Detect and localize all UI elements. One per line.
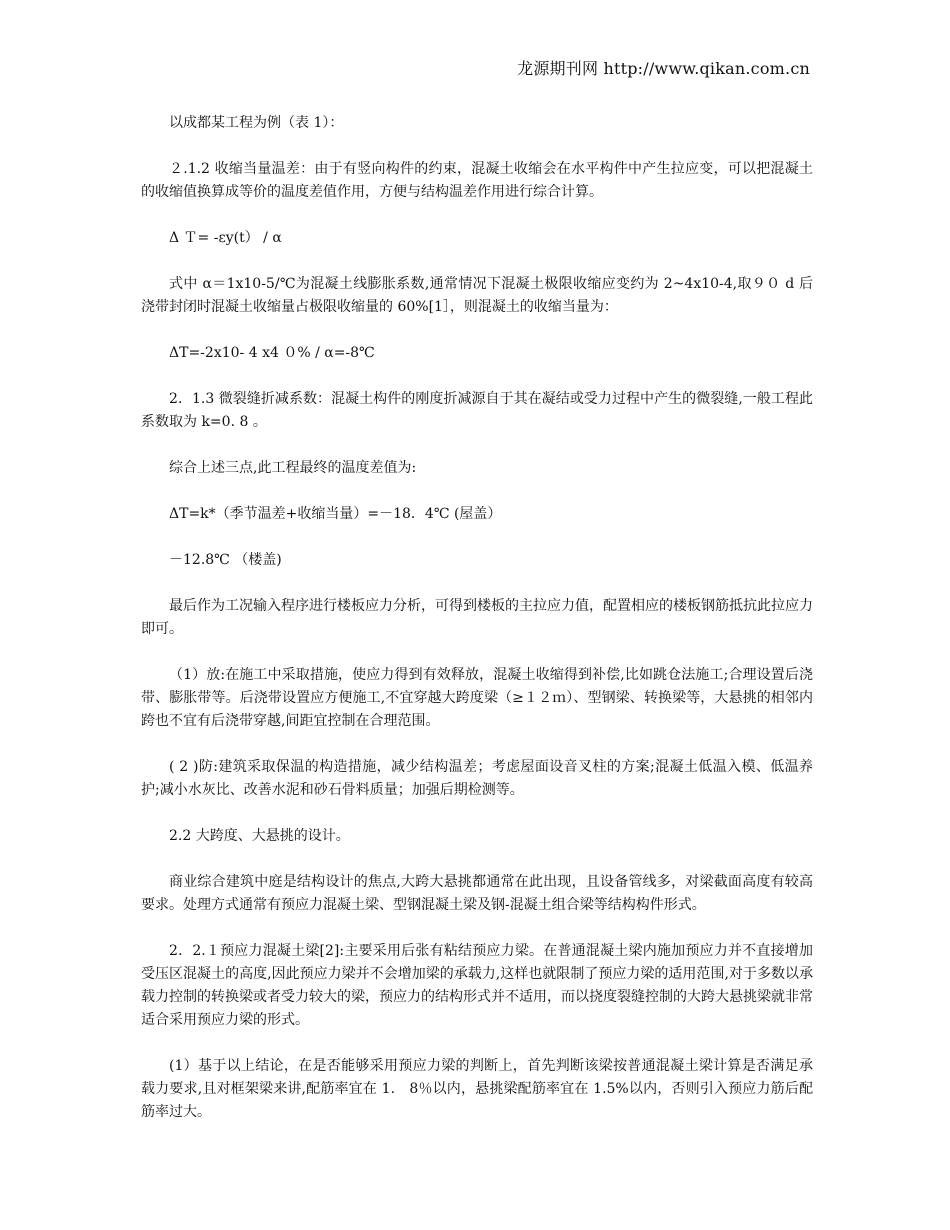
- paragraph-expansion-coefficient: 式中 α＝1x10-5/℃为混凝土线膨胀系数,通常情况下混凝土极限收缩应变约为 2~4x10-4,取９０ d 后浇带封闭时混凝土收缩量占极限收缩量的 60%[1］，则混凝土的收缩当量为：: [141, 276, 813, 315]
- formula-final-roof: ΔT=k*（季节温差+收缩当量）=－18．4℃ (屋盖）: [169, 506, 502, 522]
- paragraph-reinforcement-ratio: (1）基于以上结论，在是否能够采用预应力梁的判断上，首先判断该梁按普通混凝土梁计算是否满足承载力要求,且对框架梁来讲,配筋率宜在 1. 8％以内，悬挑梁配筋率宜在 1.5%以内，否则引入预应力筋后配筋率过大。: [141, 1058, 813, 1120]
- paragraph-shrinkage-temperature: ２.1.2 收缩当量温差：由于有竖向构件的约束，混凝土收缩会在水平构件中产生拉应变，可以把混凝土的收缩值换算成等价的温度差值作用，方便与结构温差作用进行综合计算。: [141, 161, 813, 200]
- paragraph-example-intro: 以成都某工程为例（表 1）：: [169, 115, 344, 131]
- paragraph-stress-analysis: 最后作为工况输入程序进行楼板应力分析，可得到楼板的主拉应力值，配置相应的楼板钢筋抵抗此拉应力即可。: [141, 598, 813, 637]
- paragraph-summary: 综合上述三点,此工程最终的温度差值为:: [169, 460, 417, 476]
- article-body: [141, 112, 813, 1147]
- formula-final-floor: －12.8℃ （楼盖): [169, 552, 282, 568]
- formula-delta-t: Δ Ｔ= -εy(t） / α: [169, 230, 282, 246]
- paragraph-crack-reduction: 2．1.3 微裂缝折减系数：混凝土构件的刚度折减源自于其在凝结或受力过程中产生的微裂缝,一般工程此系数取为 k=0. 8 。: [141, 391, 813, 430]
- paragraph-prestressed-beam: 2．2.１预应力混凝土梁[2]:主要采用后张有粘结预应力梁。在普通混凝土梁内施加预应力并不直接增加受压区混凝土的高度,因此预应力梁并不会增加梁的承载力,这样也就限制了预应力梁的适用范围,对于多数以承载力控制的转换梁或者受力较大的梁，预应力的结构形式并不适用，而以挠度裂缝控制的大跨大悬挑梁就非常适合采用预应力梁的形式。: [141, 943, 813, 1028]
- formula-shrinkage-equivalent: ΔT=-2x10- 4 x4 ０% / α=-8℃: [169, 345, 375, 361]
- paragraph-atrium-design: 商业综合建筑中庭是结构设计的焦点,大跨大悬挑都通常在此出现，且设备管线多，对梁截面高度有较高要求。处理方式通常有预应力混凝土梁、型钢混凝土梁及钢-混凝土组合梁等结构构件形式。: [141, 874, 813, 913]
- paragraph-release-measures: （1）放:在施工中采取措施，使应力得到有效释放，混凝土收缩得到补偿,比如跳仓法施工;合理设置后浇带、膨胀带等。后浇带设置应方便施工,不宜穿越大跨度梁（≥１２ｍ）、型钢梁、转换梁等，大悬挑的相邻内跨也不宜有后浇带穿越,间距宜控制在合理范围。: [141, 667, 813, 729]
- paragraph-prevention-measures: ( 2 )防:建筑采取保温的构造措施，减少结构温差；考虑屋面设音叉柱的方案;混凝土低温入模、低温养护;减小水灰比、改善水泥和砂石骨料质量；加强后期检测等。: [141, 759, 813, 798]
- site-header: 龙源期刊网 http://www.qikan.com.cn: [517, 59, 810, 78]
- section-heading-long-span: 2.2 大跨度、大悬挑的设计。: [169, 828, 350, 844]
